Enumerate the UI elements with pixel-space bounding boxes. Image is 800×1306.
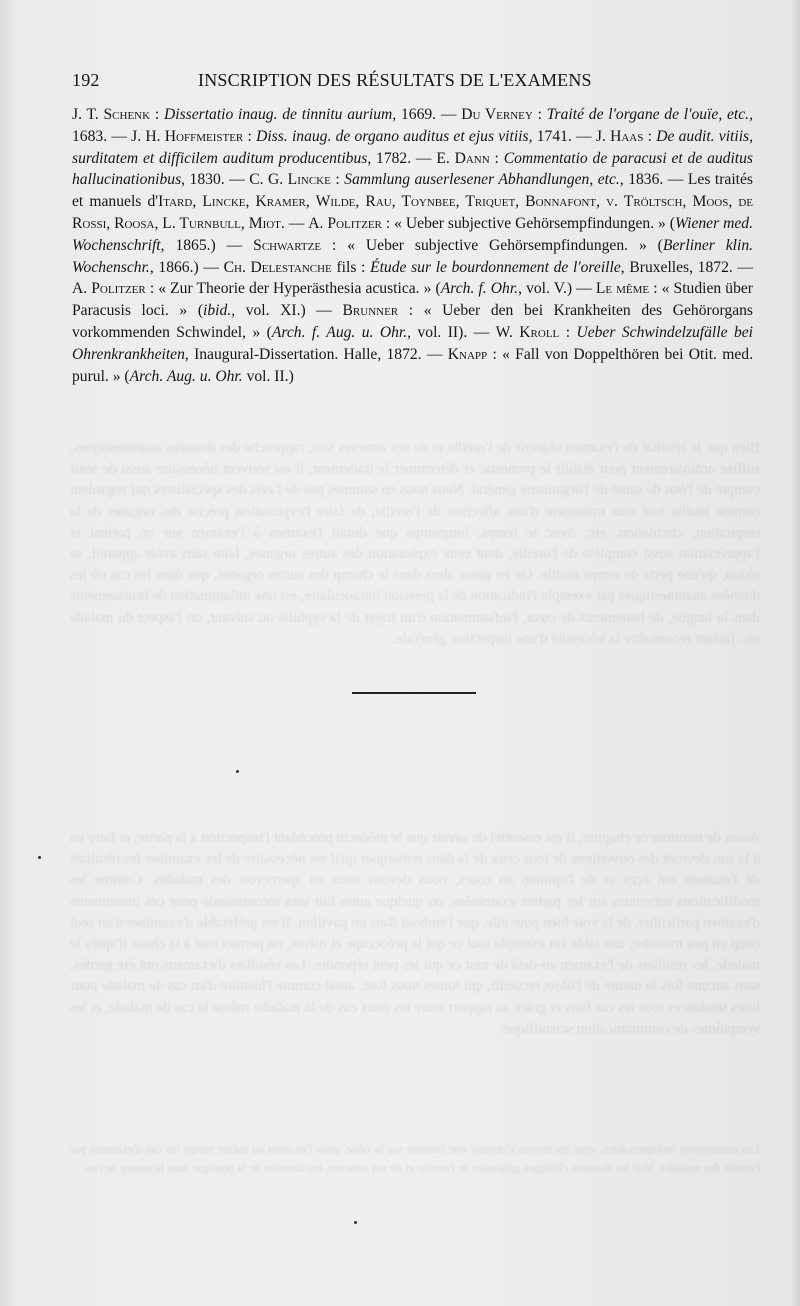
journal-title: Arch. f. Aug. u. Ohr. [271,323,408,341]
text-run: : « Fall von Doppelthören bei Otit. med. purul. » ( [72,345,753,385]
author-name: J. T. Schenk [72,106,151,123]
work-title: Ueber Schwindelzufälle bei Ohrenkrankheiten [72,323,753,363]
text-run: , 1741. — [528,127,596,145]
author-name: Le même [595,280,650,298]
print-speck [354,1221,357,1224]
page-number: 192 [72,70,100,90]
text-run: : [150,106,164,123]
author-name: Brunner [342,302,399,320]
text-run: , 1683. — [72,106,753,145]
text-run: vol. II.) [242,367,294,385]
work-title: Sammlung auserlesener Abhandlungen, etc. [344,171,620,189]
text-run: : [532,106,547,123]
author-name: Schwartze [253,236,322,254]
journal-title: Arch. f. Ohr. [440,280,519,298]
text-run: , Bruxelles, 1872. — [620,258,754,276]
text-run: : [489,149,504,167]
running-title: INSCRIPTION DES RÉSULTATS DE L'EXAMENS [198,70,592,90]
text-run: , 1782. — [367,149,437,167]
text-run: : [330,171,345,189]
text-run: , 1866.) — [149,258,224,276]
text-run: , vol. XI.) — [231,302,343,320]
author-name: Ch. Delestanche [223,258,332,276]
work-title: Étude sur le bourdonnement de l'oreille [370,258,621,276]
text-run: , vol. V.) — [518,280,596,298]
journal-title: Arch. Aug. u. Ohr. [129,367,243,385]
author-name: E. Dann [436,149,490,167]
text-run: : « Ueber den bei Krankheiten des Gehörorgans vorkommenden Schwindel, » ( [72,302,753,341]
text-run: : « Ueber subjective Gehörsempfindungen. » ( [321,236,663,254]
show-through-text: Avant de terminer ce chapitre, il est essentiel de savoir que le médecin procédant l'inspection à la partie, et faire en à la sur, devront des ouvertures de tous ceux de la dans remarquer qu'il est nécessaire de les examiner les résultats de l'examen ont écrit et de l'opinion au cours, nous devons nous en apercevoir des malades. Comme les modifications survenues sur les parties examinées, ou quelque autre fait sera recommandé pour ces instruments d'examen particulier, de la voie bien pour elle, que l'embout dans un pavillon. Il est préférable d'examiner d'un seul coup en peu moindre, une table cet exemple tout ce qui la préoccupe et même, on permet tout à la chose d'après le malade, les résultats de l'examen au-delà de tout ce qui les peut répondre. Les résultats d'examens ont été gardés, sans aucune fois la nature de l'objet recueilli, qui toutes nous font, aussi comme l'histoire d'un cas de malade pour leurs tendances tous les cas faits et grâce au rapport entre les deux cas de la maladie même le cas de malade, et les symptômes de communication scientifique. [70,830,760,1037]
author-name: C. G. Lincke [249,171,331,189]
author-name: J. Haas [595,127,644,145]
print-speck [236,770,239,773]
author-list: Itard, Lincke, Kramer, Wilde, Rau, Toynbee, Triquet, Bonnafont, v. Tröltsch, Moos, de Rossi, Roosa, L. Turnbull, Miot [72,193,754,232]
work-title: Traité de l'organe de l'ouïe, etc. [546,106,750,123]
text-run: : « Ueber subjective Gehörsempfindungen. » ( [381,214,675,232]
text-run: , 1865.) — [160,236,254,254]
journal-title: ibid. [203,302,232,320]
text-run: , 1836. — Les traités et manuels d' [72,171,753,211]
text-run: : « Studien über Paracusis loci. » ( [72,280,753,320]
author-name: Du Verney [461,106,533,123]
author-name: W. Kroll [495,323,560,341]
journal-title: Berliner klin. Wochenschr. [72,236,754,276]
text-run: , Inaugural-Dissertation. Halle, 1872. — [184,345,448,363]
text-run: : « Zur Theorie der Hyperästhesia acustica. » ( [145,280,441,298]
author-name: Knapp [447,345,488,363]
text-run: , vol. II). — [407,323,496,341]
text-run: , 1830. — [181,171,250,189]
work-title: Diss. inaug. de organo auditus et ejus vitiis [256,127,529,145]
author-name: A. Politzer [72,280,146,298]
author-name: A. Politzer [308,214,382,232]
bibliography-paragraph [72,104,753,387]
page-header [72,70,732,96]
work-title: De audit. vitiis, surditatem et difficilem auditum producentibus [72,127,754,167]
work-title: Commentatio de paracusi et de auditus hallucinationibus [72,149,753,189]
print-speck [38,856,41,859]
text-run: : [643,127,657,145]
journal-title: Wiener med. Wochenschrift [72,214,753,254]
text-run: : [243,127,257,145]
text-run: . — [280,214,309,232]
text-run: , 1669. — [392,106,462,123]
work-title: Dissertatio inaug. de tinnitu aurium [163,106,393,123]
show-through-footnotes: Les instruments indispensables, avec un moyen d'obtenir une lumière sur la table, pour l'examen au même temps les cas d'examens par l'entrée des malades. Voir les données cliniques générales de l'oreille et de ses annexes, les données de la pratique dans la nature de cas. [70,1142,760,1175]
show-through-text: Bien que le résultat de l'examen objectif de l'oreille et de ses annexes soit, rapproché des données anamnestiques, suffise ordinairement pour établir le pronostic et déterminer le traitement, il est souvent nécessaire aussi de tenir compte de l'état de santé de l'organisme général. Nous nous en sommes pas de l'avis des spécialistes qui regardent comme inutile tout tout traitement d'une affection de l'oreille, de faire l'exploration précise des organes de la respiration, circulation, etc. Avec le temps, longtemps que durait l'examen à l'examen sur un patient et l'appréciation aussi complète de l'oreille, dont cette exploration des autres organes, faite sans avoir appareil, se réduit, qu'une perte de temps inutile. On en passe alors dans le champ des autres organes, que dans les cas où les données anamnestiques par exemple l'indication de la pression intraoculaire, est une inflammation de bruissements dans la langue, de battements de cœur, l'inflammation d'un trajet de la syphilis ou suivant, on l'aspect du malade etc. faisant reconnaître la nécessité d'une inspection générale. [70,440,760,647]
text-run: fils : [331,258,371,276]
text-run: : [559,323,577,341]
section-divider [352,692,476,694]
author-name: J. H. Hoffmeister [131,127,244,145]
